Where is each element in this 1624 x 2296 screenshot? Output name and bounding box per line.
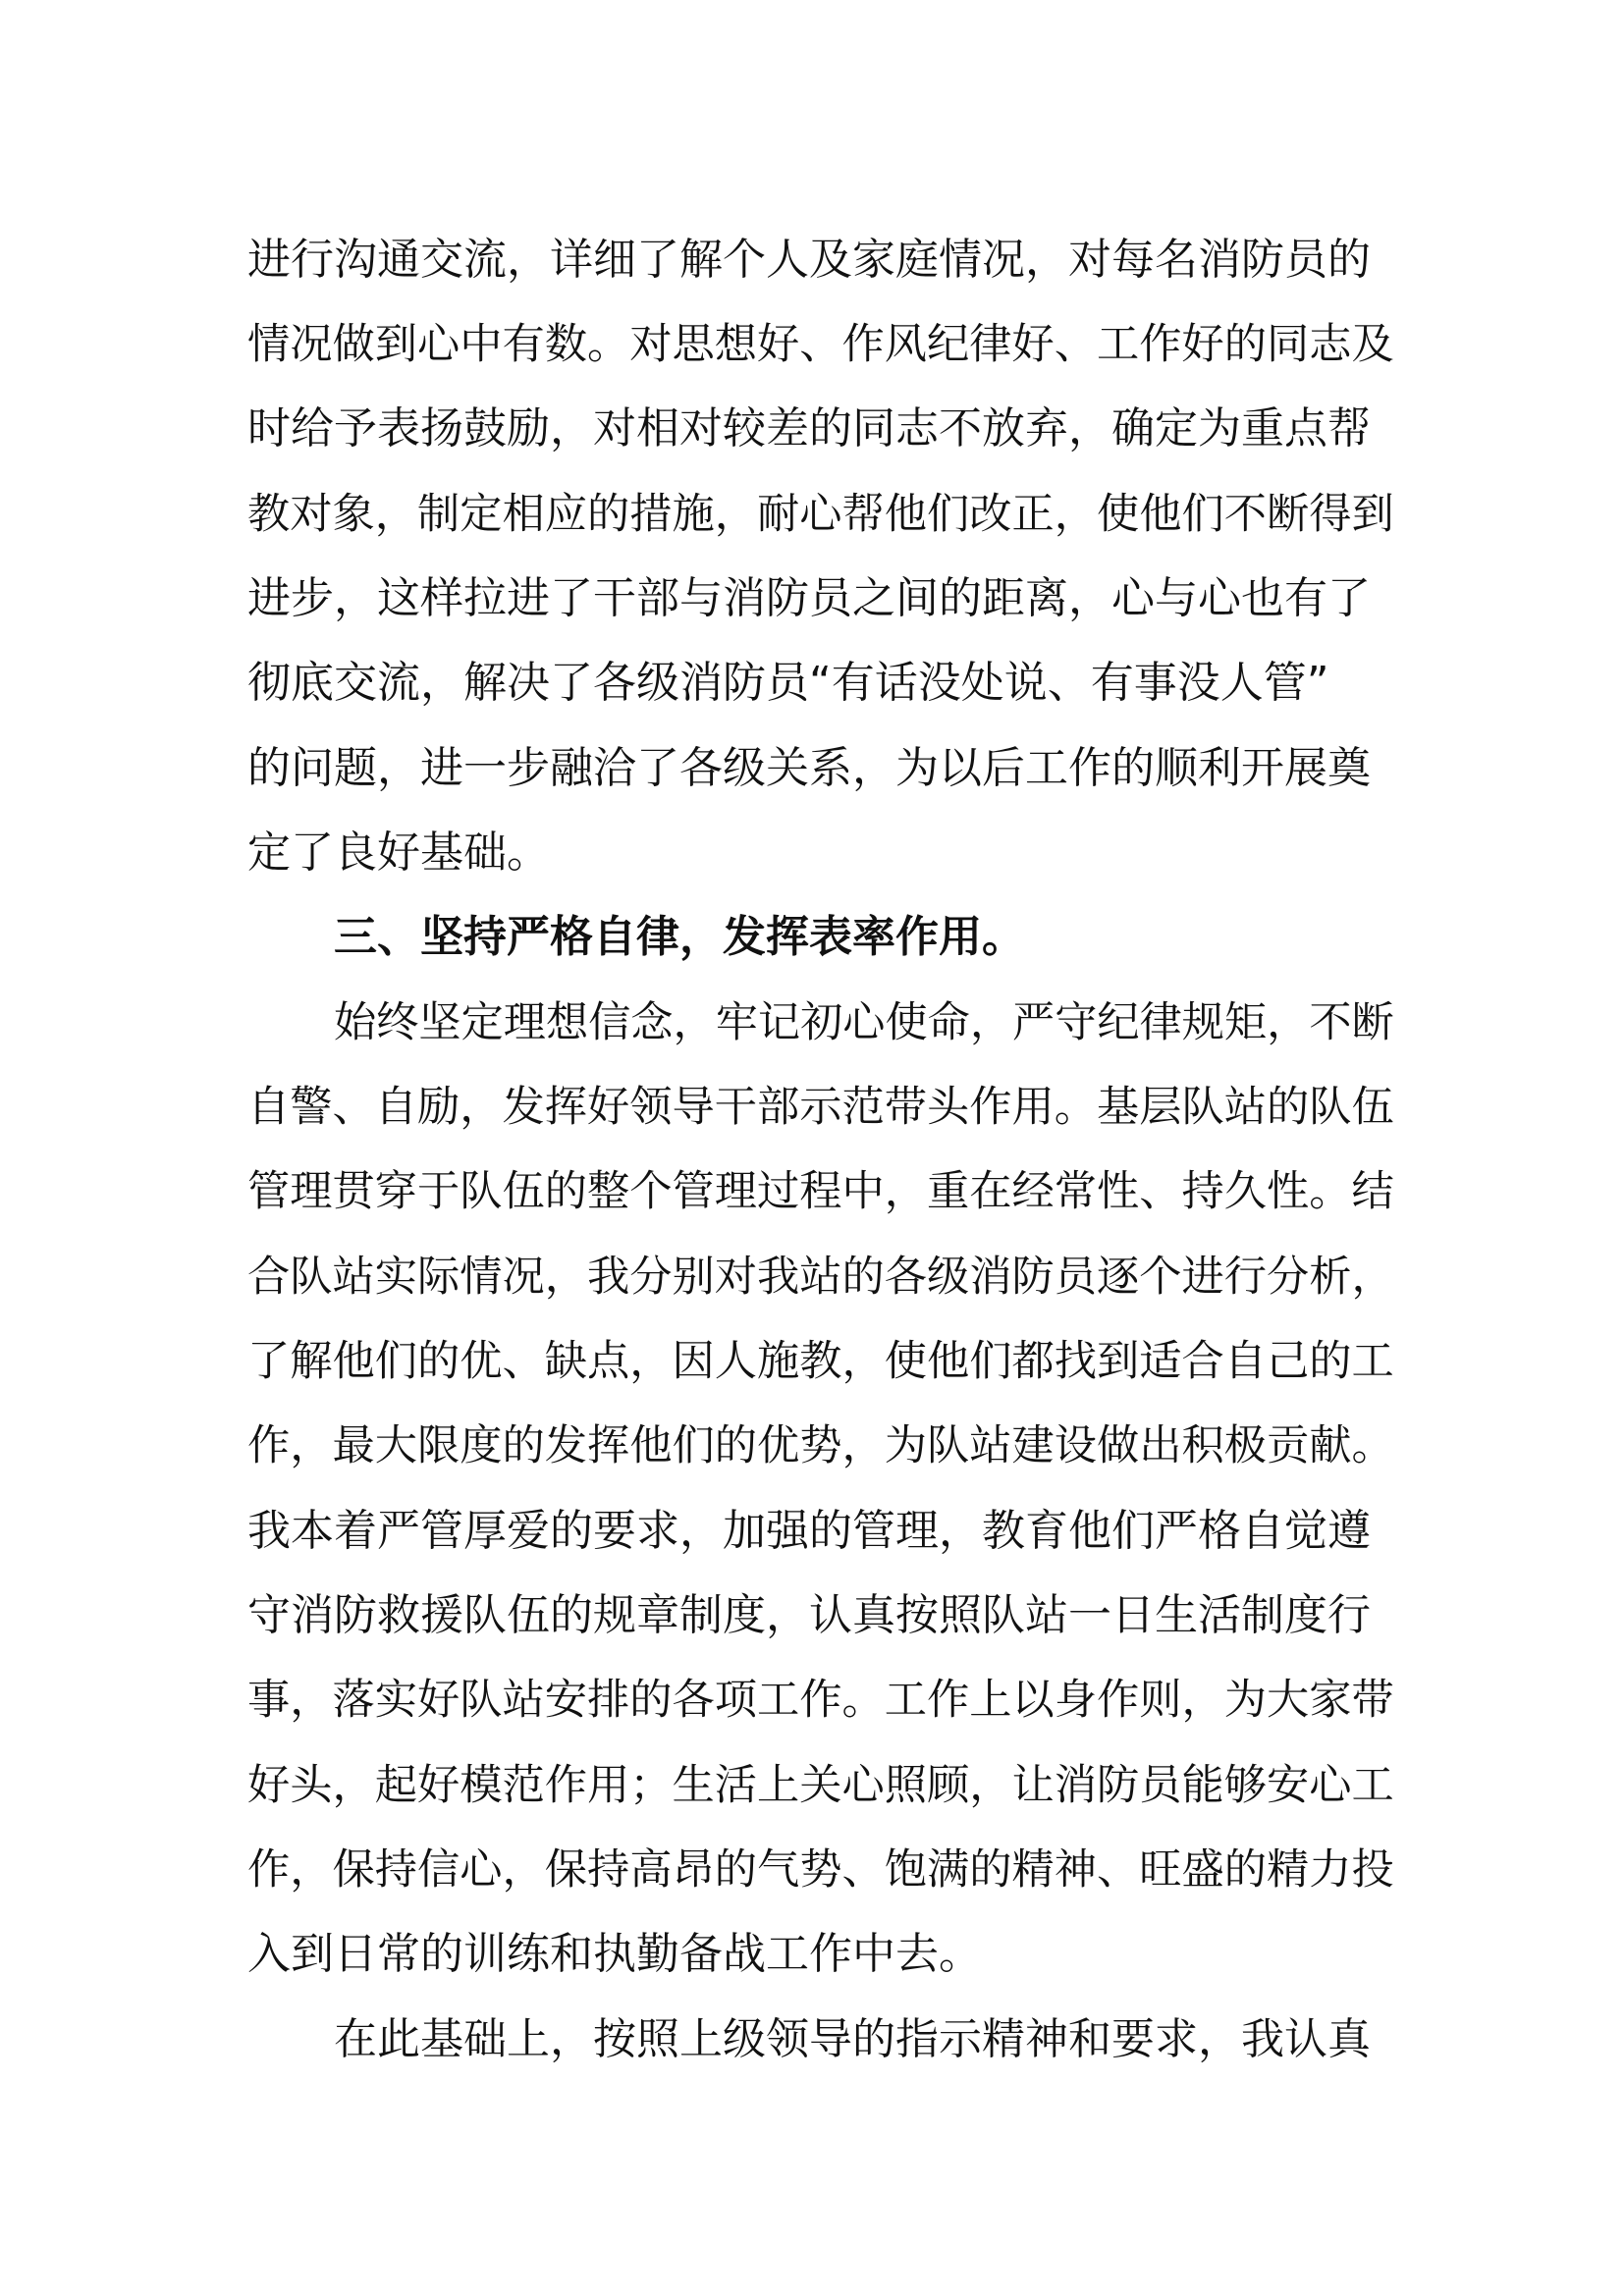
paragraph-line: 作，最大限度的发挥他们的优势，为队站建设做出积极贡献。 bbox=[247, 1421, 1394, 1470]
paragraph-line: 情况做到心中有数。对思想好、作风纪律好、工作好的同志及 bbox=[247, 320, 1394, 369]
paragraph-line: 自警、自励，发挥好领导干部示范带头作用。基层队站的队伍 bbox=[247, 1083, 1394, 1132]
paragraph-line: 作，保持信心，保持高昂的气势、饱满的精神、旺盛的精力投 bbox=[247, 1845, 1394, 1895]
paragraph-line: 好头，起好模范作用；生活上关心照顾，让消防员能够安心工 bbox=[247, 1761, 1394, 1810]
paragraph-line: 时给予表扬鼓励，对相对较差的同志不放弃，确定为重点帮 bbox=[247, 403, 1371, 454]
paragraph-line: 进步，这样拉进了干部与消防员之间的距离，心与心也有了 bbox=[247, 573, 1371, 623]
paragraph-line: 始终坚定理想信念，牢记初心使命，严守纪律规矩，不断 bbox=[334, 998, 1394, 1047]
paragraph-line: 入到日常的训练和执勤备战工作中去。 bbox=[247, 1929, 982, 1979]
paragraph-line: 合队站实际情况，我分别对我站的各级消防员逐个进行分析， bbox=[247, 1253, 1394, 1302]
paragraph-line: 守消防救援队伍的规章制度，认真按照队站一日生活制度行 bbox=[247, 1590, 1371, 1640]
paragraph-line: 我本着严管厚爱的要求，加强的管理，教育他们严格自觉遵 bbox=[247, 1506, 1371, 1556]
paragraph-line: 定了良好基础。 bbox=[247, 828, 550, 878]
paragraph-line: 彻底交流，解决了各级消防员“有话没处说、有事没人管” bbox=[247, 658, 1329, 708]
paragraph-line: 的问题，进一步融洽了各级关系，为以后工作的顺利开展奠 bbox=[247, 743, 1371, 793]
paragraph-line: 进行沟通交流，详细了解个人及家庭情况，对每名消防员的 bbox=[247, 235, 1371, 285]
paragraph-line: 了解他们的优、缺点，因人施教，使他们都找到适合自己的工 bbox=[247, 1337, 1394, 1386]
paragraph-line: 管理贯穿于队伍的整个管理过程中，重在经常性、持久性。结 bbox=[247, 1167, 1394, 1216]
paragraph-line: 事，落实好队站安排的各项工作。工作上以身作则，为大家带 bbox=[247, 1676, 1394, 1725]
paragraph-line: 在此基础上，按照上级领导的指示精神和要求，我认真 bbox=[334, 2014, 1371, 2064]
paragraph-line: 教对象，制定相应的措施，耐心帮他们改正，使他们不断得到 bbox=[247, 490, 1394, 539]
section-heading: 三、坚持严格自律，发挥表率作用。 bbox=[334, 912, 1025, 962]
